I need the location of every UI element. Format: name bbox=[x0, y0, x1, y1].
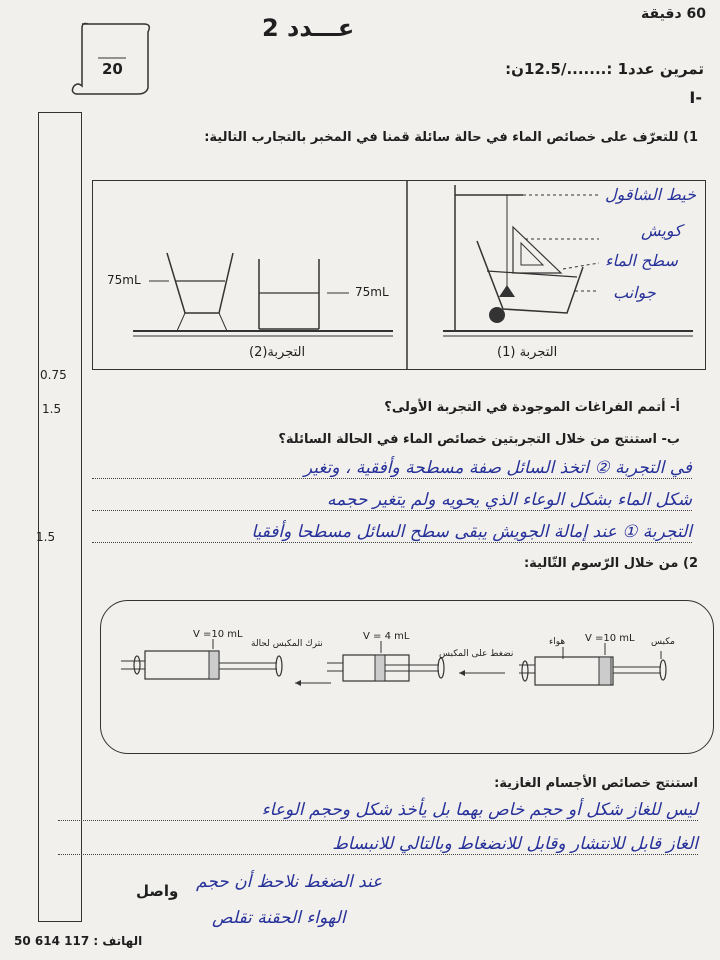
score-mark-2: 1.5 bbox=[42, 402, 62, 416]
q1-part-b: ب- استنتج من خلال التجربتين خصائص الماء في الحالة السائلة؟ bbox=[278, 432, 680, 447]
exp2-caption: التجربة(2) bbox=[249, 345, 306, 360]
continue-label: واصل bbox=[136, 882, 179, 900]
syringes-drawing bbox=[101, 601, 713, 753]
total-score: 20 bbox=[102, 60, 123, 78]
exp2-volume-left: 75mL bbox=[107, 273, 141, 287]
exp1-caption: التجربة (1) bbox=[497, 345, 558, 360]
release-label: نترك المكبس لحالة bbox=[251, 639, 323, 649]
exercise-title: تمرين عدد1 :......./12.5ن: bbox=[505, 60, 704, 78]
syringe-b-volume: V = 4 mL bbox=[363, 631, 410, 642]
piston-label: مكبس bbox=[651, 637, 675, 647]
exp2-volume-right: 75mL bbox=[355, 285, 389, 299]
scroll-frame-icon bbox=[68, 16, 152, 96]
phone-footer: الهاتف : 117 614 50 bbox=[14, 934, 143, 948]
test-title: عـــدد 2 bbox=[262, 14, 355, 42]
q1-intro: 1) للتعرّف على خصائص الماء في حالة سائلة قمنا في المخبر بالتجارب التالية: bbox=[204, 130, 698, 145]
section-number: I- bbox=[689, 88, 702, 107]
q2-answer-line-1: ليس للغاز شكل أو حجم خاص بهما بل يأخذ شكل وحجم الوعاء bbox=[58, 800, 698, 821]
syringe-a-volume: V =10 mL bbox=[193, 629, 243, 640]
total-score-box bbox=[68, 16, 152, 96]
air-label: هواء bbox=[549, 637, 566, 647]
q1-answer-line-3: التجربة ① عند إمالة الجويش يبقى سطح السائل مسطحا وأفقيا bbox=[92, 522, 692, 543]
q2-conclude: استنتج خصائص الأجسام الغازية: bbox=[494, 776, 698, 791]
syringes-figure bbox=[100, 600, 714, 754]
q2-intro: 2) من خلال الرّسوم التّالية: bbox=[523, 556, 698, 571]
q1-answer-line-2: شكل الماء بشكل الوعاء الذي يحويه ولم يتغير حجمه bbox=[92, 490, 692, 511]
annotation-tank: كويش bbox=[641, 221, 682, 240]
note-line-1: عند الضغط نلاحظ أن حجم bbox=[196, 872, 383, 892]
annotation-plumb-line: خيط الشاقول bbox=[605, 185, 696, 204]
score-mark-1: 0.75 bbox=[40, 368, 67, 382]
annotation-surface: سطح الماء bbox=[605, 251, 678, 270]
duration-label: 60 دقيقة bbox=[641, 6, 706, 22]
note-line-2: الهواء الحقنة تقلص bbox=[212, 908, 346, 928]
experiments-figure bbox=[92, 180, 706, 370]
q1-answer-line-1: في التجربة ② اتخذ السائل صفة مسطحة وأفقية ، وتغير bbox=[92, 458, 692, 479]
syringe-c-volume: V =10 mL bbox=[585, 633, 635, 644]
experiments-drawing bbox=[93, 181, 705, 369]
q2-answer-line-2: الغاز قابل للانتشار وقابل للانضغاط وبالتالي للانبساط bbox=[58, 834, 698, 855]
annotation-sides: جوانب bbox=[613, 283, 656, 302]
q1-part-a: أ- أتمم الفراغات الموجودة في التجربة الأولى؟ bbox=[384, 400, 680, 415]
press-label: نضغط على المكبس bbox=[439, 649, 514, 659]
score-mark-3: 1.5 bbox=[36, 530, 56, 544]
